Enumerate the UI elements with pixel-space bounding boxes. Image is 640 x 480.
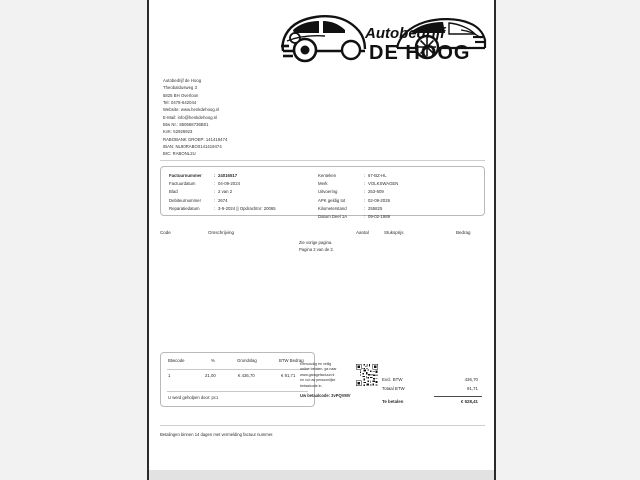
vat-table-row	[161, 373, 314, 382]
meta-label: Merk	[318, 181, 328, 187]
meta-row-debiteurnummer	[169, 197, 319, 205]
footer-divider	[160, 425, 485, 426]
company-bank-group: RABOBANK GROEP: 141419474	[163, 136, 228, 142]
vat-row-base: € 436,70	[238, 373, 255, 378]
company-bic: BIC: RABONL2U	[163, 151, 196, 157]
meta-label: Reparatiedatum	[169, 205, 200, 211]
payment-instruction-line: betaalcode in.	[300, 383, 323, 388]
logo-line1: Autobedrijf	[365, 25, 445, 42]
vat-header-amount: BTW Bedrag	[279, 358, 304, 363]
total-row-vat	[382, 386, 482, 395]
company-kvk-number: KvK: 52926923	[163, 129, 193, 135]
payment-url[interactable]: www.garagefactuur.nl	[300, 372, 335, 377]
meta-separator: :	[364, 205, 366, 211]
line-items-continuation-note	[299, 240, 334, 253]
meta-separator: :	[364, 189, 366, 195]
meta-row-kenteken	[318, 172, 483, 180]
payment-instruction-line: online betalen, ga naar	[300, 367, 337, 372]
company-iban: IBAN: NL80RABO0141419474	[163, 144, 222, 150]
column-header-code: Code	[160, 230, 171, 235]
meta-separator: :	[214, 189, 216, 195]
meta-separator: :	[214, 181, 216, 187]
meta-label: Debiteurnummer	[169, 197, 202, 203]
company-address-line: Autobedrijf de Hoog	[163, 78, 202, 83]
meta-value-apk-valid-until: 02-09-2026	[368, 197, 390, 203]
company-logo	[277, 4, 487, 68]
company-email: E-Mail: info@henkdehoog.nl	[163, 114, 218, 120]
vat-summary-box	[160, 352, 315, 407]
company-address-block	[163, 77, 227, 158]
payment-code-label: Uw betaalcode: 3vPQVMV	[300, 393, 351, 399]
total-label-payable: Te betalen	[382, 399, 404, 404]
meta-separator: :	[214, 197, 216, 203]
meta-row-apk	[318, 197, 483, 205]
meta-separator: :	[214, 173, 216, 178]
meta-value-repair-date: 3-9-2024 || Opdrachtnr: 20065	[218, 205, 276, 211]
meta-row-factuurnummer	[169, 172, 319, 180]
meta-row-uitvoering	[318, 188, 483, 196]
meta-separator: :	[214, 205, 216, 211]
meta-separator: :	[364, 181, 366, 187]
meta-label: APK geldig tot	[318, 197, 346, 203]
meta-value-debtor-number: 2674	[218, 197, 228, 203]
invoice-meta-box	[160, 166, 485, 220]
meta-label: Kenteken	[318, 173, 337, 178]
meta-separator: :	[364, 214, 366, 220]
meta-row-merk	[318, 180, 483, 188]
total-label: Excl. BTW	[382, 377, 403, 382]
vat-header-code: Btwcode	[168, 358, 185, 363]
vat-footer-divider	[167, 391, 308, 392]
meta-row-reparatiedatum	[169, 205, 319, 213]
company-phone: Tel: 0478-642044	[163, 100, 197, 106]
total-row-payable	[382, 399, 482, 408]
column-header-unit-price: Stuksprijs	[384, 230, 404, 235]
header-divider	[160, 160, 485, 161]
vat-row-amount: € 91,71	[281, 373, 296, 378]
column-header-amount: Bedrag	[456, 230, 471, 235]
column-header-description: Omschrijving	[208, 230, 235, 235]
meta-label: Datum Deel 1A	[318, 214, 348, 220]
meta-row-kilometerstand	[318, 205, 483, 213]
logo-line2: DE HOOG	[369, 42, 471, 64]
total-value-vat: 91,71	[467, 386, 478, 391]
total-row-excl-vat	[382, 377, 482, 386]
note-line: Pagina 2 van de 2.	[299, 246, 334, 252]
meta-separator: :	[364, 197, 366, 203]
note-line: Zie vorige pagina.	[299, 240, 333, 245]
viewer-right-rule	[494, 0, 496, 480]
company-address-line: 5825 BH Overloon	[163, 92, 199, 98]
meta-separator: :	[364, 173, 366, 178]
meta-value-registration-date: 09-02-1989	[368, 214, 390, 220]
vat-header-divider	[167, 369, 308, 370]
meta-value-odometer: 255825	[368, 205, 383, 211]
meta-row-datum-deel-1a	[318, 213, 483, 221]
line-items-header	[160, 230, 485, 239]
column-header-quantity: Aantal	[356, 230, 369, 235]
vat-header-percent: %	[211, 358, 215, 363]
qr-code-icon[interactable]	[355, 363, 379, 387]
company-vat-number: Btw Nr.: 850668736B01	[163, 122, 209, 128]
meta-value-brand: VOLKSWAGEN	[368, 181, 399, 187]
totals-divider	[434, 396, 482, 397]
vat-row-percent: 21,00	[205, 373, 216, 378]
meta-label: Uitvoering	[318, 189, 338, 195]
total-value-excl-vat: 436,70	[464, 377, 478, 382]
meta-label: Kilometerstand	[318, 205, 347, 211]
company-website: Website: www.henkdehoog.nl	[163, 107, 220, 113]
meta-row-factuurdatum	[169, 180, 319, 188]
meta-label: Factuurnummer	[169, 173, 202, 178]
vat-table-header	[161, 358, 314, 367]
invoice-meta-left-column	[169, 172, 319, 213]
totals-block	[382, 377, 482, 408]
invoice-page	[149, 0, 494, 470]
meta-label: Blad	[169, 189, 178, 195]
meta-value-invoice-number: 24016517	[218, 173, 238, 178]
meta-value-license-plate: 67-BZ-HL	[368, 173, 387, 178]
meta-value-model-version: 253-609	[368, 189, 384, 195]
vat-header-base: Grondslag	[237, 358, 257, 363]
total-label: Totaal BTW	[382, 386, 405, 391]
meta-row-blad	[169, 188, 319, 196]
payment-instruction-line: en vul uw persoonlijke	[300, 378, 336, 383]
meta-value-sheet: 2 van 2	[218, 189, 233, 195]
payment-terms-note: Betalingen binnen 14 dagen met vermelding factuur nummer.	[160, 432, 274, 437]
vat-row-code: 1	[168, 373, 171, 378]
total-value-payable: € 528,41	[460, 399, 478, 404]
online-payment-instructions	[300, 362, 352, 389]
invoice-meta-right-column	[318, 172, 483, 221]
meta-label: Factuurdatum	[169, 181, 196, 187]
payment-instruction-line: Eenvoudig en veilig	[300, 362, 332, 366]
meta-value-invoice-date: 04-09-2024	[218, 181, 240, 187]
online-payment-block	[300, 362, 392, 398]
company-address-line: Theobaldusweg 3	[163, 85, 197, 91]
served-by-note: U werd geholpen door: pc1	[168, 395, 219, 400]
